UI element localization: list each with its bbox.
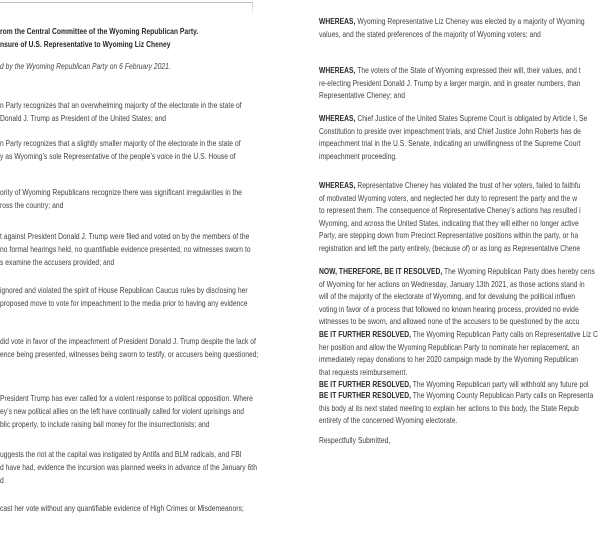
text-line: that requests reimbursement. (319, 366, 408, 377)
text-line: to represent them. The consequence of Representative Cheney’s actions has resulted i (319, 205, 581, 216)
text-line: impeachment trial in the U.S. Senate, indicating an unwillingness of the Supreme Court (319, 138, 581, 149)
text-line: BE IT FURTHER RESOLVED, The Wyoming Republican Party calls on Representative Liz C (319, 329, 598, 339)
paragraph (0, 502, 244, 515)
paragraph (319, 112, 587, 162)
text-line: ey’s new political allies on the left have continually called for violent uprisings and (0, 406, 244, 417)
paragraph (0, 392, 253, 432)
text-line: WHEREAS, Representative Cheney has violated the trust of her voters, failed to faithfu (319, 180, 581, 190)
paragraph (319, 15, 585, 40)
paragraph (0, 335, 258, 361)
paragraph (0, 448, 257, 488)
text-line: d (0, 475, 4, 486)
text-line: WHEREAS, Chief Justice of the United States Supreme Court is obligated by Article I, Se (319, 113, 588, 123)
paragraph (319, 265, 595, 328)
text-line: cast her vote without any quantifiable evidence of High Crimes or Misdemeanors; (0, 503, 244, 513)
text-line: d have had, evidence the incursion was planned weeks in advance of the January 6th (0, 462, 257, 473)
paragraph (0, 284, 248, 310)
text-line: of motivated Wyoming voters, and neglected her duty to represent the party and the w (319, 192, 578, 203)
left-text-column (0, 0, 281, 546)
text-line: n Party recognizes that an overwhelming majority of the electorate in the state of (0, 100, 242, 110)
text-line: BE IT FURTHER RESOLVED, The Wyoming Republican party will withhold any future pol (319, 379, 589, 389)
paragraph-lead-label: WHEREAS, (319, 113, 356, 123)
text-line: President Trump has ever called for a violent response to political opposition. Where (0, 393, 253, 403)
text-line: Representative Cheney; and (319, 90, 405, 101)
paragraph-lead-label: BE IT FURTHER RESOLVED, (319, 379, 412, 389)
text-line: no formal hearings held, no quantifiable evidence presented, no witnesses sworn to (0, 244, 251, 255)
text-line: BE IT FURTHER RESOLVED, The Wyoming County Republican Party calls on Representa (319, 390, 594, 400)
text-line: re-electing President Donald J. Trump by a larger margin, and in greater numbers, than (319, 77, 581, 88)
paragraph-lead-label: BE IT FURTHER RESOLVED, (319, 390, 412, 400)
text-line: t against President Donald J. Trump were filed and voted on by the members of the (0, 231, 250, 241)
text-line: n Party recognizes that a slightly smaller majority of the electorate in the state of (0, 138, 241, 148)
text-line: Donald J. Trump as President of the United States; and (0, 113, 167, 124)
text-line: Party, are stepping down from Precinct Representative positions within the party, or ha (319, 230, 579, 241)
paragraph-lead-label: NOW, THEREFORE, BE IT RESOLVED, (319, 266, 443, 276)
text-line: WHEREAS, The voters of the State of Wyoming expressed their will, their values, and t (319, 65, 581, 75)
paragraph (319, 389, 593, 427)
text-line: Constitution to preside over impeachment trials, and Chief Justice John Roberts has de (319, 125, 581, 136)
text-line: uggests the riot at the capital was instigated by Antifa and BLM radicals, and FBI (0, 449, 242, 459)
text-line: ross the country; and (0, 200, 64, 211)
paragraph (0, 99, 242, 125)
text-line: entirety of the concerned Wyoming electorate. (319, 415, 458, 426)
text-line: proposed move to vote for impeachment to the media prior to having any evidence (0, 298, 248, 309)
text-line: NOW, THEREFORE, BE IT RESOLVED, The Wyoming Republican Party does hereby cens (319, 266, 595, 276)
paragraph-lead-label: WHEREAS, (319, 65, 356, 75)
text-line: Respectfully Submitted, (319, 435, 391, 445)
right-text-column (319, 0, 600, 546)
text-line: ority of Wyoming Republicans recognize there was significant irregularities in the (0, 187, 242, 197)
paragraph (0, 137, 241, 163)
paragraph-lead-label: BE IT FURTHER RESOLVED, (319, 329, 412, 339)
text-line: ence being presented, witnesses being sworn to testify, or accusers being questioned; (0, 349, 259, 360)
text-line: values, and the stated preferences of the majority of Wyoming voters; and (319, 28, 541, 39)
text-line: ignored and violated the spirit of House Republican Caucus rules by disclosing her (0, 285, 248, 295)
text-line: will of the majority of the electorate of Wyoming, and for devaluing the political influen (319, 291, 576, 302)
paragraph (0, 230, 251, 270)
text-line: y as Wyoming’s sole Representative of the people’s voice in the U.S. House of (0, 151, 236, 162)
text-line: rom the Central Committee of the Wyoming Republican Party. (0, 26, 199, 36)
text-line: witnesses to be sworn, and allowed none of the accusers to be questioned by the accu (319, 316, 580, 327)
paragraph (0, 25, 198, 51)
text-line: WHEREAS, Wyoming Representative Liz Cheney was elected by a majority of Wyoming (319, 16, 585, 26)
text-line: impeachment proceeding. (319, 150, 398, 161)
paragraph (319, 179, 581, 255)
text-line: registration and left the party entirely, (because of) or as long as Representative Chene (319, 242, 581, 253)
text-line: Wyoming, and across the United States, indicating that they will either no longer active (319, 217, 579, 228)
text-line: immediately repay donations to her 2020 campaign made by the Wyoming Republican (319, 354, 579, 365)
text-line: s examine the accusers provided; and (0, 257, 115, 268)
text-line: of Wyoming for her actions on Wednesday, January 13th 2021, as those actions stand in (319, 278, 585, 289)
paragraph (0, 186, 242, 212)
text-line: nsure of U.S. Representative to Wyoming Liz Cheney (0, 39, 171, 50)
paragraph (0, 60, 171, 73)
text-line: this body at its next stated meeting to explain her actions to this body, the State Repub (319, 402, 579, 413)
paragraph (319, 328, 598, 378)
text-line: d by the Wyoming Republican Party on 6 February 2021. (0, 61, 171, 71)
paragraph-lead-label: WHEREAS, (319, 180, 356, 190)
text-line: voting in favor of a process that followed no known hearing process, provided no evide (319, 303, 579, 314)
paragraph (319, 434, 390, 447)
text-line: her position and allow the Wyoming Republican Party to nominate her replacement, an (319, 341, 580, 352)
paragraph-lead-label: WHEREAS, (319, 16, 356, 26)
text-line: blic property, to include raising bail money for the insurrectionists; and (0, 419, 210, 430)
text-line: did vote in favor of the impeachment of President Donald J. Trump despite the lack of (0, 336, 256, 346)
paragraph (319, 64, 581, 102)
